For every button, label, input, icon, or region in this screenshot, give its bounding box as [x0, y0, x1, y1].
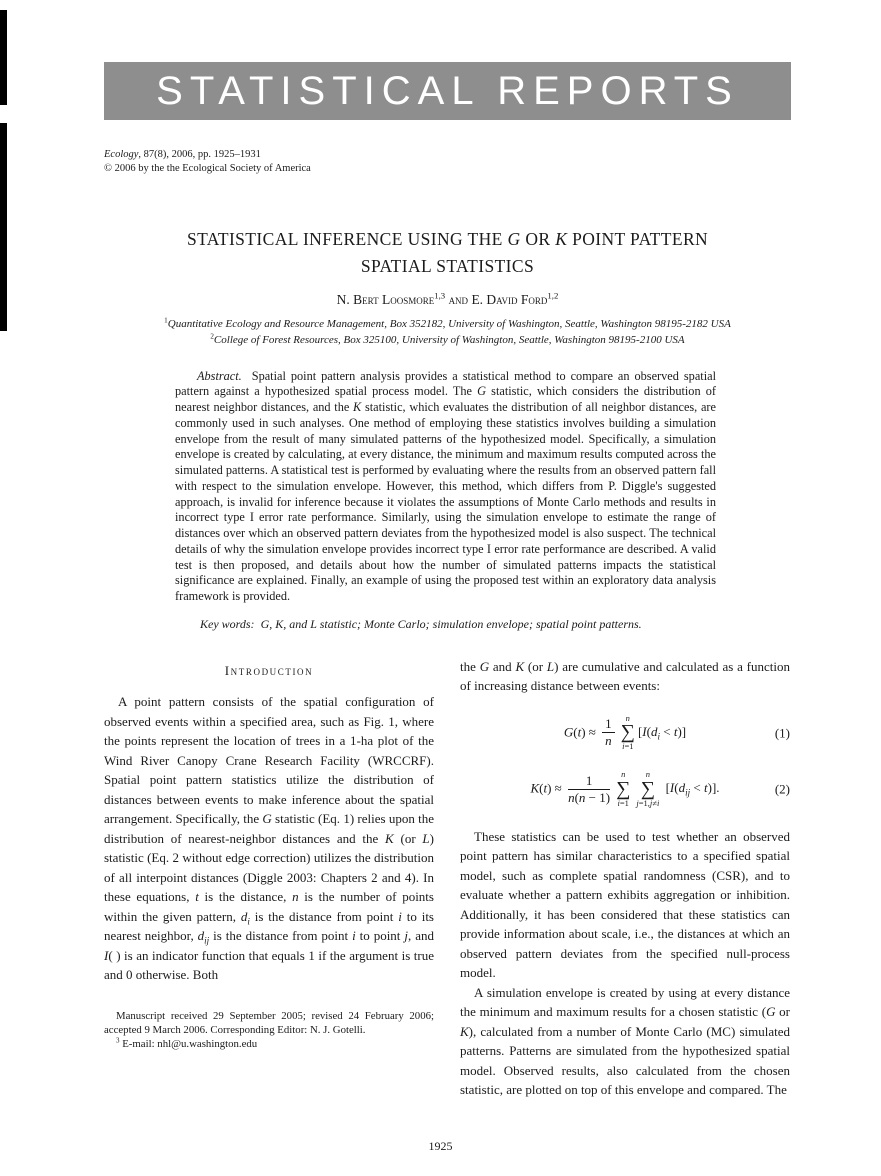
article-title [104, 226, 791, 279]
two-column-body [104, 657, 791, 1100]
affiliations [104, 317, 791, 349]
footnote [104, 1009, 434, 1051]
summation-symbol: n ∑ j=1,j≠i [636, 769, 660, 808]
article-title-line2: SPATIAL STATISTICS [360, 255, 535, 276]
summation-symbol: n ∑ i=1 [620, 712, 635, 752]
introduction-paragraph: A point pattern consists of the spatial configuration of observed events within a specified area, such as Fig. 1, where the points represent the location of trees in a 1-ha plot of the Wind River Canopy Crane Research Facility (WRCCRF). Spatial point pattern statistics utilize the distribution of distances between events to make inference about the spatial arrangement. Specifically, the G statistic (Eq. 1) relies upon the distribution of nearest-neighbor distances and the K (or L) statistic (Eq. 2 without edge correction) utilizes the distribution of all interpoint distances (Diggle 2003: Chapters 2 and 4). In these equations, t is the distance, n is the number of points within the given pattern, $d_i$ is the distance from point i to its nearest neighbor, $d_{ij}$ is the distance from point i to point j, and I( ) is an indicator function that equals 1 if the argument is true and 0 otherwise. Both [104, 694, 434, 983]
page-number: 1925 [428, 1139, 453, 1153]
page-content [104, 148, 791, 1100]
equation-2-body: $[I(d_{ij} < t)]$. [662, 780, 720, 798]
right-paragraph-2: These statistics can be used to test whether an observed point pattern has similar characteristics to a specified spatial model, such as complete spatial randomness (CSR), and to evaluate whether a pattern exhibits aggregation or inhibition. Additionally, it has been considered that these statistics can provide information about scale, i.e., the distances at which an observed pattern deviates from the specified null-process model. [460, 828, 790, 981]
equation-1-lhs: G(t) ≈ [563, 723, 600, 739]
journal-masthead [104, 148, 791, 176]
summation-symbol: n ∑ i=1 [616, 769, 631, 808]
footnote-email: $^3$ E-mail: nhl@u.washington.edu [116, 1036, 258, 1050]
introduction-heading: Introduction [224, 662, 314, 678]
right-column [460, 657, 790, 1100]
right-paragraph-1: the G and K (or L) are cumulative and calculated as a function of increasing distance between events: [460, 658, 790, 694]
equation-1-number: (1) [774, 725, 790, 741]
affiliation-1: $^1$Quantitative Ecology and Resource Management, Box 352182, University of Washington, Seattle, Washington 98195-2182 USA [164, 316, 731, 330]
left-margin-bar-bottom [0, 123, 7, 331]
section-banner-title: STATISTICAL REPORTS [156, 68, 739, 113]
equation-2-number: (2) [774, 781, 790, 797]
equation-1-fraction: $\frac{1}{n}$ [602, 717, 615, 749]
keywords: Key words: G, K, and L statistic; Monte Carlo; simulation envelope; spatial point patterns. [200, 617, 642, 632]
equation-1-body: $[I(d_i < t)]$ [637, 723, 687, 742]
author-line: N. Bert Loosmore$^{1,3}$ and E. David Ford$^{1,2}$ [336, 290, 559, 307]
left-column [104, 657, 434, 1100]
equation-2-lhs: K(t) ≈ [530, 780, 566, 796]
article-title-line1: STATISTICAL INFERENCE USING THE G OR K POINT PATTERN [186, 229, 709, 250]
journal-citation: Ecology, 87(8), 2006, pp. 1925–1931 [104, 149, 261, 160]
abstract: Abstract. Spatial point pattern analysis provides a statistical method to compare an observed spatial pattern against a hypothesized spatial process model. The G statistic, which considers the distribution of nearest neighbor distances, and the K statistic, which evaluates the distribution of all neighbor distances, are commonly used in such analyses. One method of employing these statistics involves building a simulation envelope from the result of many simulated patterns of the hypothesized model. Specifically, a simulation envelope is created by calculating, at every distance, the minimum and maximum results computed across the simulated patterns. A statistical test is performed by evaluating where the results from an observed pattern fall with respect to the simulation envelope. However, this method, which differs from P. Diggle's suggested approach, is invalid for inference because it violates the assumptions of Monte Carlo methods and results in incorrect type I error rate performance. Similarly, using the simulation envelope to estimate the range of distances over which an observed pattern deviates from the hypothesized model is also suspect. The technical details of why the simulation envelope provides incorrect type I error rate performance are described. A valid test is then proposed, and details about how the number of simulated patterns impacts the statistical significance are explained. Finally, an example of using the proposed test within an exploratory data analysis framework is provided. [175, 368, 716, 603]
left-margin-bar-top [0, 10, 7, 105]
affiliation-2: $^2$College of Forest Resources, Box 325100, University of Washington, Seattle, Washington 98195-2100 USA [210, 332, 685, 346]
footnote-manuscript-history: Manuscript received 29 September 2005; revised 24 February 2006; accepted 9 March 2006. Corresponding Editor: N. J. Gotelli. [104, 1009, 434, 1036]
equation-2 [460, 770, 790, 809]
equation-2-fraction: $\frac{1}{n(n - 1)}$ [568, 772, 611, 805]
right-paragraph-3: A simulation envelope is created by using at every distance the minimum and maximum results for a chosen statistic (G or K), calculated from a number of Monte Carlo (MC) simulated patterns. Patterns are simulated from the hypothesized spatial model. Observed results, also calculated from the chosen statistic, are plotted on top of this envelope and compared. The [460, 984, 790, 1098]
equation-1 [460, 714, 790, 753]
section-banner [104, 62, 791, 120]
copyright-line: © 2006 by the the Ecological Society of America [104, 163, 311, 175]
